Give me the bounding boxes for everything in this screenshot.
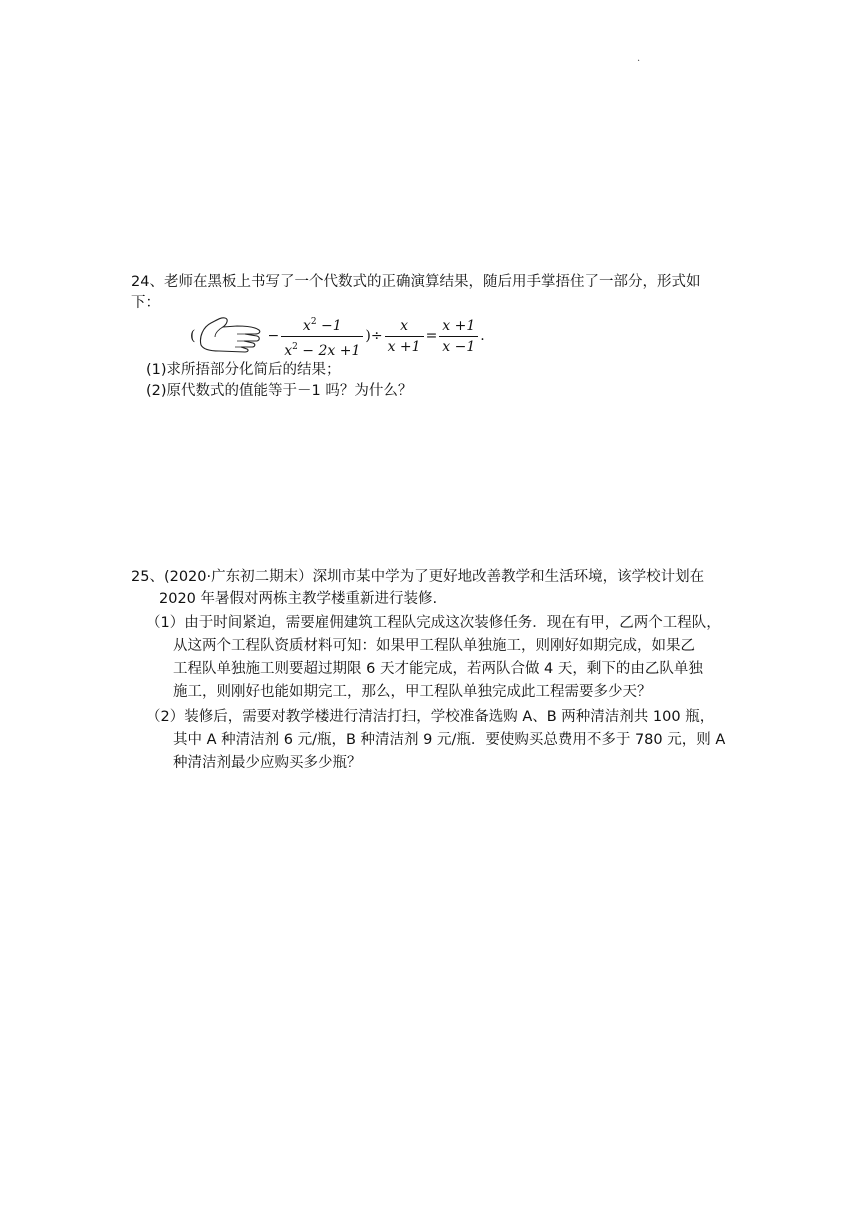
- fraction-2-numerator: x: [385, 317, 424, 337]
- close-paren-divide: )÷: [365, 328, 383, 344]
- q25-part2-line1: （2）装修后，需要对教学楼进行清洁打扫，学校准备选购 A、B 两种清洁剂共 100 瓶，: [146, 709, 715, 725]
- period: .: [480, 328, 485, 344]
- q24-text-line2: 下：: [131, 295, 160, 311]
- fraction-3-numerator: x +1: [439, 317, 478, 337]
- fraction-3: [439, 317, 478, 356]
- minus-sign: −: [267, 328, 280, 344]
- fraction-1-numerator: $x^2 -1$: [281, 313, 363, 337]
- equals-sign: =: [425, 328, 438, 344]
- q24-subquestion-2: (2)原代数式的值能等于－1 吗？为什么？: [146, 383, 413, 399]
- fraction-1: [281, 313, 363, 360]
- q25-part2-line2: 其中 A 种清洁剂 6 元/瓶，B 种清洁剂 9 元/瓶．要使购买总费用不多于 780 元，则 A: [173, 732, 726, 748]
- fraction-2-denominator: x +1: [387, 338, 421, 355]
- q25-text-line2: 2020 年暑假对两栋主教学楼重新进行装修.: [159, 591, 438, 607]
- q25-text-line1: 25、(2020·广东初二期末）深圳市某中学为了更好地改善教学和生活环境，该学校计划在: [131, 569, 705, 585]
- q25-part1-line3: 工程队单独施工则要超过期限 6 天才能完成，若两队合做 4 天，剩下的由乙队单独: [173, 661, 703, 677]
- fraction-2: [385, 317, 424, 356]
- q25-part1-line2: 从这两个工程队资质材料可知：如果甲工程队单独施工，则刚好如期完成，如果乙: [173, 638, 695, 654]
- q25-part1-line1: （1）由于时间紧迫，需要雇佣建筑工程队完成这次装修任务．现在有甲，乙两个工程队，: [146, 615, 721, 631]
- fraction-1-denominator: $x^2 - 2x +1$: [284, 341, 361, 359]
- open-paren: (: [190, 328, 196, 344]
- hand-icon: [197, 315, 263, 357]
- q25-part1-line4: 施工，则刚好也能如期完工，那么，甲工程队单独完成此工程需要多少天？: [173, 684, 652, 700]
- q25-part2-line3: 种清洁剂最少应购买多少瓶？: [173, 755, 362, 771]
- fraction-3-denominator: x −1: [442, 338, 476, 355]
- q24-text-line1: 24、老师在黑板上书写了一个代数式的正确演算结果，随后用手掌捂住了一部分，形式如: [131, 274, 701, 290]
- q24-subquestion-1: (1)求所捂部分化简后的结果；: [146, 362, 341, 378]
- header-dot: ·: [637, 56, 641, 67]
- q24-formula: [190, 311, 487, 361]
